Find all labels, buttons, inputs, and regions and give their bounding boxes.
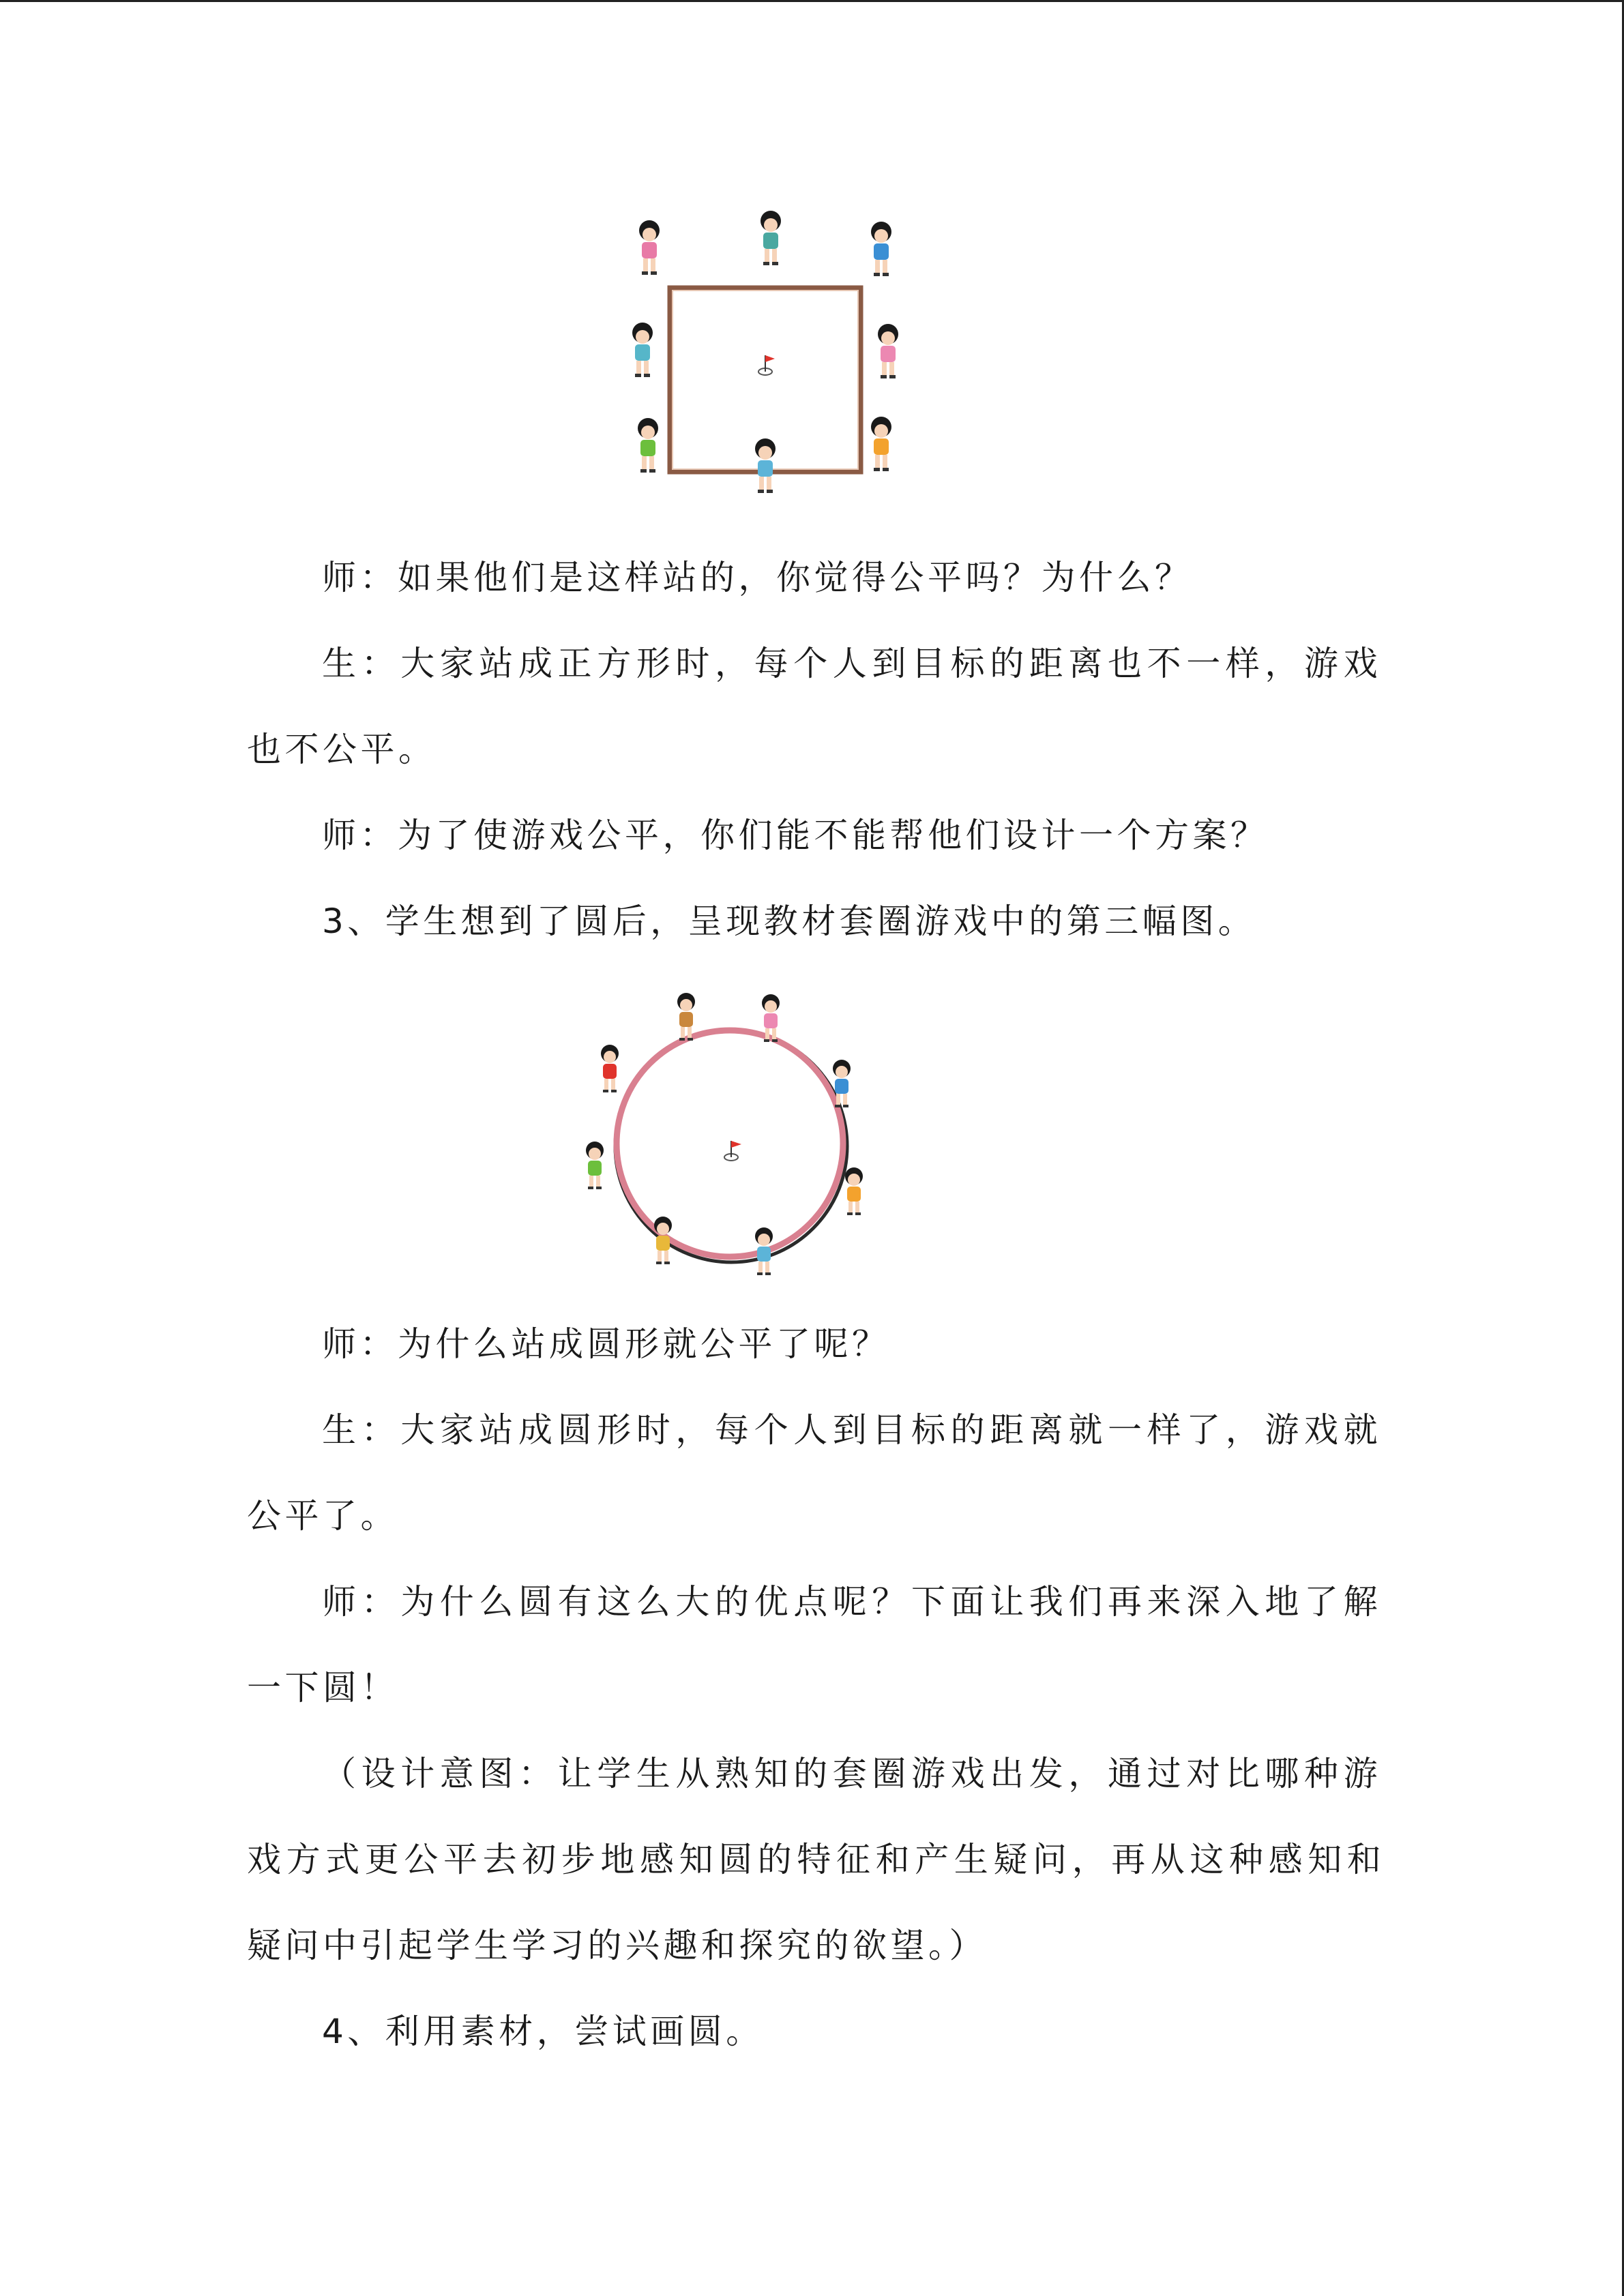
child-figure bbox=[755, 438, 776, 493]
square-game-illustration bbox=[614, 198, 914, 525]
child-figure bbox=[871, 222, 891, 276]
child-figure bbox=[677, 993, 695, 1041]
child-figure bbox=[761, 211, 781, 265]
paragraph-6-line-2: 公平了。 bbox=[247, 1496, 398, 1536]
paragraph-8-line-3: 疑问中引起学生学习的兴趣和探究的欲望。） bbox=[247, 1926, 987, 1965]
child-figure bbox=[638, 418, 658, 473]
child-figure bbox=[654, 1217, 672, 1264]
paragraph-2-line-1: 生：大家站成正方形时，每个人到目标的距离也不一样，游戏 bbox=[322, 644, 1383, 683]
paragraph-2-line-2: 也不公平。 bbox=[247, 730, 437, 769]
child-figure bbox=[878, 324, 898, 378]
child-figure bbox=[601, 1045, 619, 1092]
page-top-border bbox=[0, 0, 1624, 2]
child-figure bbox=[871, 417, 891, 471]
paragraph-4: 3、学生想到了圆后，呈现教材套圈游戏中的第三幅图。 bbox=[322, 901, 1256, 941]
paragraph-8-line-1: （设计意图：让学生从熟知的套圈游戏出发，通过对比哪种游 bbox=[322, 1754, 1383, 1793]
flag-icon bbox=[724, 1141, 741, 1161]
child-figure bbox=[639, 220, 660, 275]
paragraph-7-line-1: 师：为什么圆有这么大的优点呢？下面让我们再来深入地了解 bbox=[322, 1582, 1383, 1622]
paragraph-7-line-2: 一下圆！ bbox=[247, 1668, 398, 1708]
paragraph-5: 师：为什么站成圆形就公平了呢？ bbox=[322, 1324, 890, 1364]
paragraph-3: 师：为了使游戏公平，你们能不能帮他们设计一个方案？ bbox=[322, 816, 1269, 855]
child-figure bbox=[845, 1167, 863, 1215]
flag-icon bbox=[758, 355, 775, 375]
paragraph-1: 师：如果他们是这样站的，你觉得公平吗？为什么？ bbox=[322, 558, 1193, 597]
circle-game-illustration bbox=[573, 985, 887, 1299]
child-figure bbox=[632, 323, 653, 377]
child-figure bbox=[755, 1227, 773, 1275]
paragraph-9: 4、利用素材，尝试画圆。 bbox=[322, 2012, 764, 2051]
paragraph-6-line-1: 生：大家站成圆形时，每个人到目标的距离就一样了，游戏就 bbox=[322, 1410, 1383, 1450]
child-figure bbox=[586, 1142, 604, 1189]
paragraph-8-line-2: 戏方式更公平去初步地感知圆的特征和产生疑问，再从这种感知和 bbox=[247, 1840, 1387, 1879]
